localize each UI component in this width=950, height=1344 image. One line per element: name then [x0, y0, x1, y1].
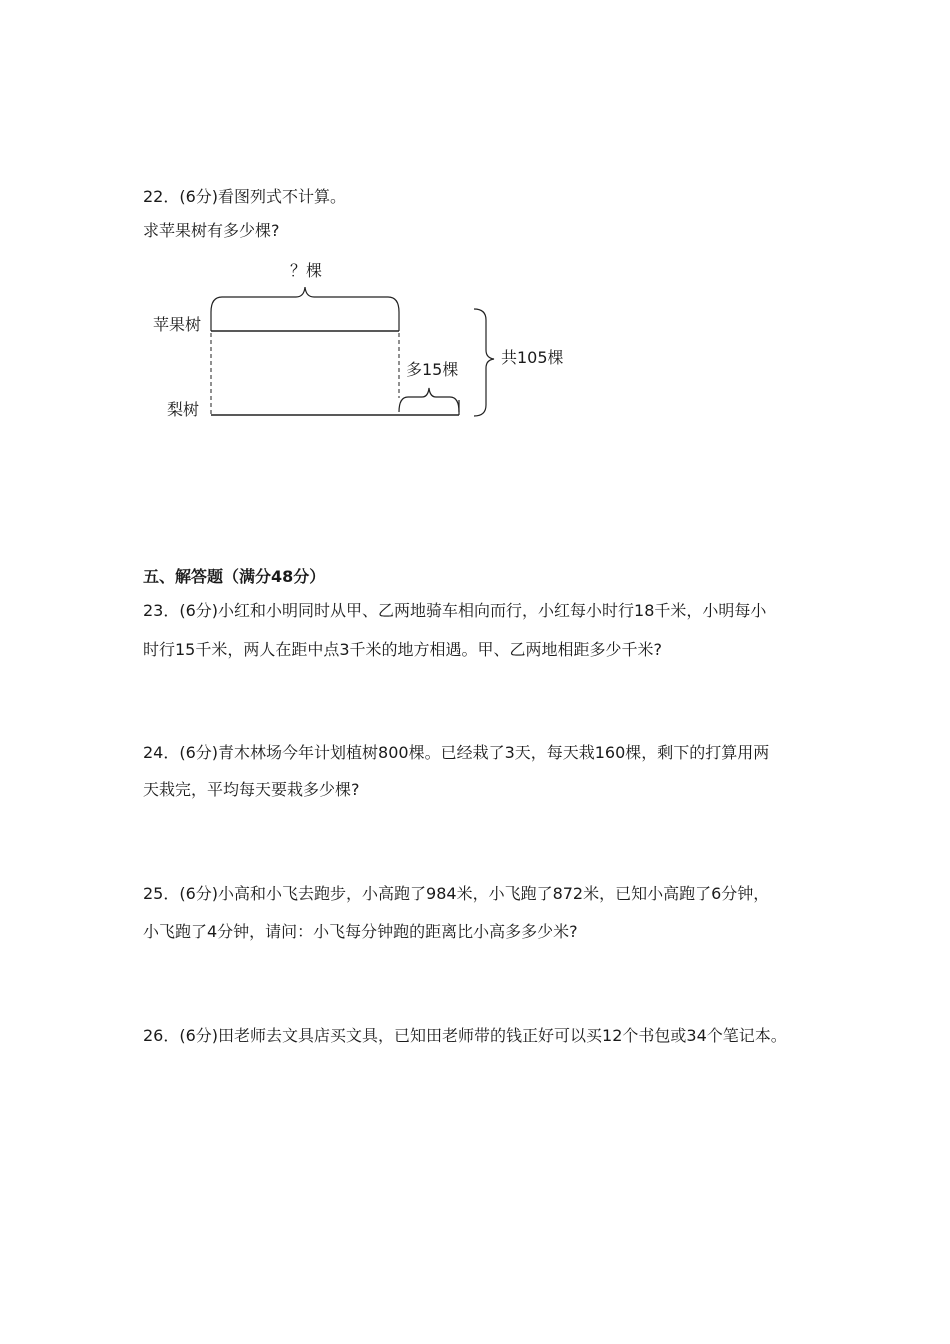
- q22-stem: 22．(6分)看图列式不计算。: [143, 187, 347, 206]
- apple-tree-label: 苹果树: [153, 315, 202, 334]
- top-brace: [211, 287, 399, 312]
- q22-prompt: 求苹果树有多少棵?: [143, 221, 280, 240]
- q23-line2: 时行15千米，两人在距中点3千米的地方相遇。甲、乙两地相距多少千米?: [143, 640, 663, 659]
- pear-tree-label: 梨树: [167, 400, 200, 419]
- extra-brace: [399, 388, 459, 412]
- q23-line1: 23．(6分)小红和小明同时从甲、乙两地骑车相向而行，小红每小时行18千米，小明每小: [143, 601, 767, 620]
- q24-line2: 天栽完，平均每天要栽多少棵?: [143, 780, 360, 799]
- q25-line1: 25．(6分)小高和小飞去跑步，小高跑了984米，小飞跑了872米，已知小高跑了6分钟，: [143, 884, 770, 903]
- q24-line1: 24．(6分)青木林场今年计划植树800棵。已经栽了3天，每天栽160棵，剩下的打算用两: [143, 743, 770, 762]
- section-title: 五、解答题（满分48分）: [143, 567, 326, 586]
- total-count-label: 共105棵: [501, 348, 564, 367]
- unknown-count-label: ？棵: [290, 261, 323, 280]
- q25-line2: 小飞跑了4分钟，请问：小飞每分钟跑的距离比小高多多少米?: [143, 922, 578, 941]
- total-brace: [474, 309, 494, 416]
- more-count-label: 多15棵: [406, 360, 459, 379]
- q26-line1: 26．(6分)田老师去文具店买文具，已知田老师带的钱正好可以买12个书包或34个笔记本。: [143, 1026, 787, 1045]
